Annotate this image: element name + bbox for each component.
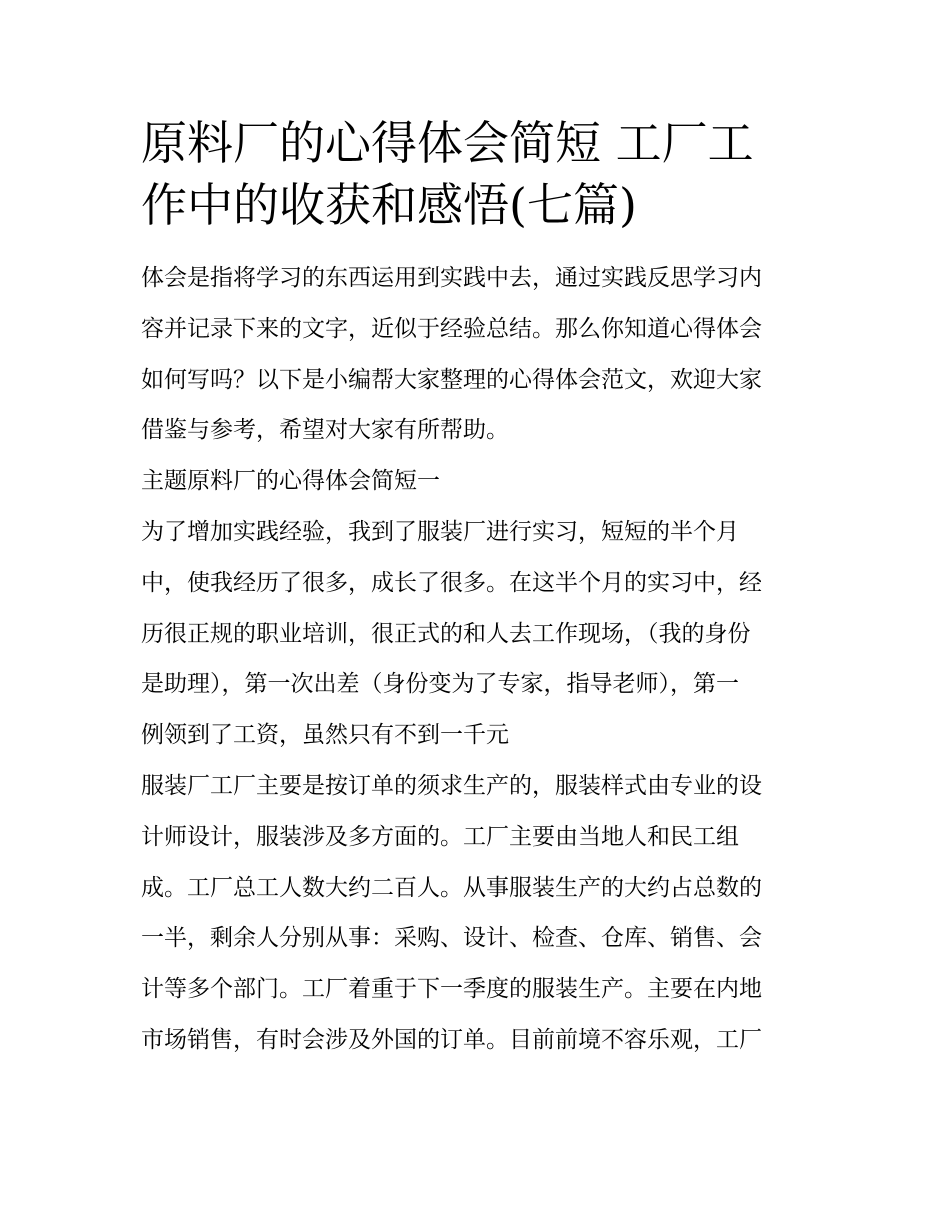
paragraph-1-line-3: 历很正规的职业培训，很正式的和人去工作现场，（我的身份 — [141, 620, 751, 647]
document-title — [141, 112, 813, 236]
paragraph-1 — [141, 507, 813, 761]
paragraph-1-line-2: 中，使我经历了很多，成长了很多。在这半个月的实习中，经 — [141, 569, 762, 596]
paragraph-2-line-5: 计等多个部门。工厂着重于下一季度的服装生产。主要在内地 — [141, 976, 762, 1003]
document-body — [141, 253, 813, 1066]
intro-line-2: 容并记录下来的文字，近似于经验总结。那么你知道心得体会 — [141, 315, 762, 342]
paragraph-2 — [141, 761, 813, 1066]
paragraph-2-line-4: 一半，剩余人分别从事：采购、设计、检查、仓库、销售、会 — [141, 925, 762, 952]
intro-line-4: 借鉴与参考，希望对大家有所帮助。 — [141, 417, 509, 444]
section-heading-text: 主题原料厂的心得体会简短一 — [141, 468, 440, 495]
intro-paragraph — [141, 253, 813, 456]
paragraph-1-line-1: 为了增加实践经验，我到了服装厂进行实习，短短的半个月 — [141, 518, 739, 545]
document-content — [141, 112, 813, 1066]
paragraph-1-line-4: 是助理），第一次出差（身份变为了专家，指导老师），第一 — [141, 671, 739, 698]
paragraph-2-line-6: 市场销售，有时会涉及外国的订单。目前前境不容乐观，工厂 — [141, 1026, 762, 1053]
paragraph-2-line-3: 成。工厂总工人数大约二百人。从事服装生产的大约占总数的 — [141, 874, 762, 901]
section-heading — [141, 456, 813, 507]
intro-line-3: 如何写吗？以下是小编帮大家整理的心得体会范文，欢迎大家 — [141, 366, 762, 393]
paragraph-2-line-1: 服装厂工厂主要是按订单的须求生产的，服装样式由专业的设 — [141, 772, 762, 799]
paragraph-2-line-2: 计师设计，服装涉及多方面的。工厂主要由当地人和民工组 — [141, 823, 739, 850]
title-line-1: 原料厂的心得体会简短 工厂工 — [141, 116, 754, 170]
title-line-2: 作中的收获和感悟(七篇) — [141, 178, 637, 232]
paragraph-1-line-5: 例领到了工资，虽然只有不到一千元 — [141, 722, 509, 749]
intro-line-1: 体会是指将学习的东西运用到实践中去，通过实践反思学习内 — [141, 265, 762, 291]
